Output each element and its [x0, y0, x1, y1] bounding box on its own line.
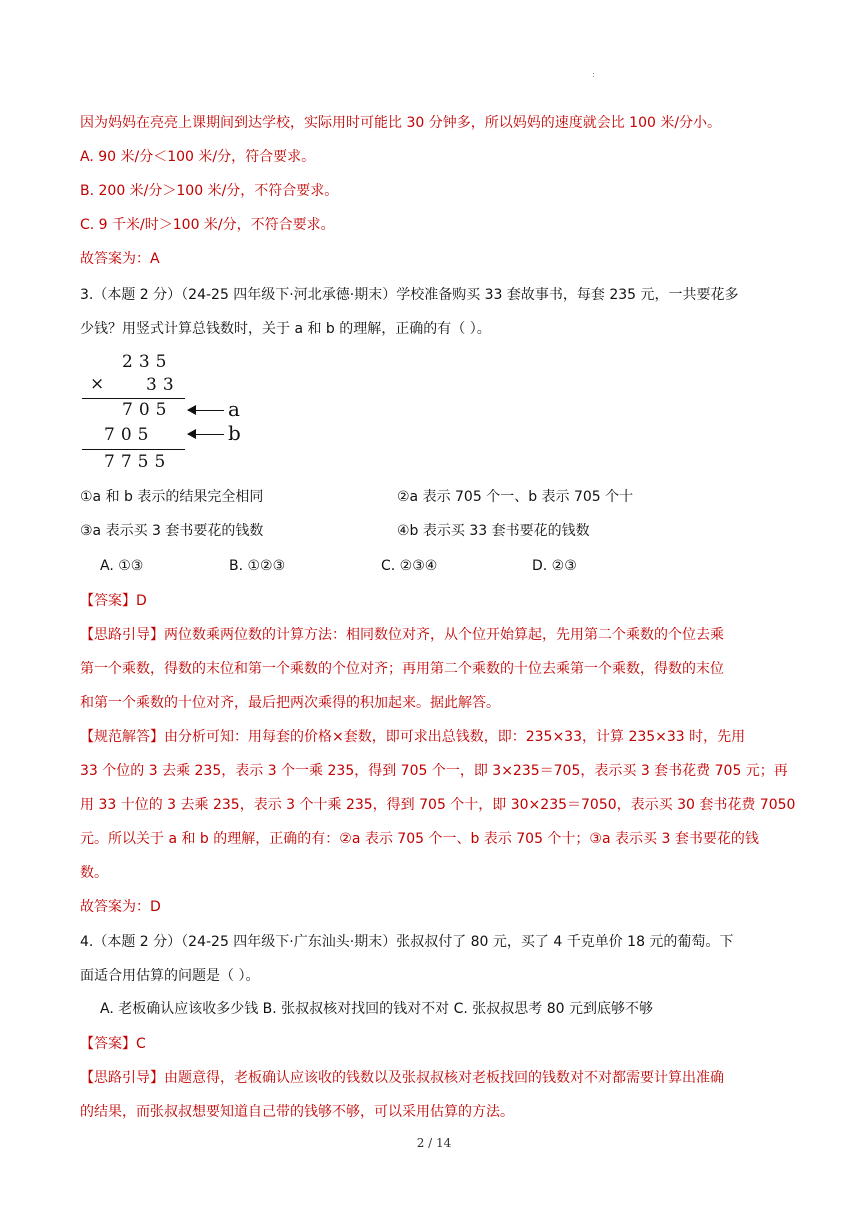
answer-tag: 【答案】 [80, 593, 136, 609]
partial-product-b: 705 [104, 425, 155, 445]
vertical-multiplication [82, 348, 282, 478]
q3-solution-line2: 33 个位的 3 去乘 235，表示 3 个一乘 235，得到 705 个一，即 3×235＝705，表示买 3 套书花费 705 元；再 [80, 763, 788, 779]
label-a: a [228, 397, 240, 421]
page-number: 2 / 14 [416, 1136, 452, 1150]
guide-tag: 【思路引导】 [80, 627, 164, 643]
rule-1 [82, 398, 185, 399]
q3-stem-line1: 3.（本题 2 分）（24-25 四年级下·河北承德·期末）学校准备购买 33 套故事书，每套 235 元，一共要花多 [80, 287, 739, 303]
q4-guide-line2: 的结果，而张叔叔想要知道自己带的钱够不够，可以采用估算的方法。 [80, 1104, 514, 1120]
q3-guide-line3: 和第一个乘数的十位对齐，最后把两次乘得的积加起来。据此解答。 [80, 695, 500, 711]
guide-text: 由题意得，老板确认应该收的钱数以及张叔叔核对老板找回的钱数对不对都需要计算出准确 [164, 1070, 724, 1086]
answer-value: C [136, 1036, 146, 1052]
arrow-b-icon [188, 434, 224, 435]
guide-tag: 【思路引导】 [80, 1070, 164, 1086]
statement-2: ②a 表示 705 个一、b 表示 705 个十 [397, 489, 634, 505]
prev-option-c: C. 9 千米/时＞100 米/分，不符合要求。 [80, 217, 335, 233]
q3-option-a: A. ①③ [100, 558, 144, 574]
partial-product-a: 705 [122, 400, 173, 420]
q3-option-c: C. ②③④ [381, 558, 438, 574]
solution-tag: 【规范解答】 [80, 729, 164, 745]
answer-value: D [136, 593, 147, 609]
q4-stem-line2: 面适合用估算的问题是（ ）。 [80, 968, 260, 984]
statement-4: ④b 表示买 33 套书要花的钱数 [397, 523, 590, 539]
times-sign: × [90, 374, 105, 394]
prev-reason: 因为妈妈在亮亮上课期间到达学校，实际用时可能比 30 分钟多，所以妈妈的速度就会比 100 米/分小。 [80, 115, 722, 131]
q3-final-answer: 故答案为：D [80, 899, 161, 915]
answer-tag: 【答案】 [80, 1036, 136, 1052]
q3-option-d: D. ②③ [532, 558, 577, 574]
prev-final-answer: 故答案为：A [80, 251, 160, 267]
q4-options: A. 老板确认应该收多少钱 B. 张叔叔核对找回的钱对不对 C. 张叔叔思考 80 元到底够不够 [100, 1001, 654, 1017]
q3-solution-line3: 用 33 十位的 3 去乘 235，表示 3 个十乘 235，得到 705 个十，即 30×235＝7050，表示买 30 套书花费 7050 [80, 797, 796, 813]
label-b: b [228, 421, 241, 445]
q3-solution-line1 [80, 727, 745, 747]
header-mark: : [592, 70, 595, 79]
multiplicand: 235 [122, 352, 173, 372]
statement-1: ①a 和 b 表示的结果完全相同 [80, 489, 264, 505]
q4-guide-line1 [80, 1068, 724, 1088]
prev-option-a: A. 90 米/分＜100 米/分，符合要求。 [80, 149, 316, 165]
q3-guide-line2: 第一个乘数，得数的末位和第一个乘数的个位对齐；再用第二个乘数的十位去乘第一个乘数，得数的末位 [80, 661, 724, 677]
q3-option-b: B. ①②③ [229, 558, 286, 574]
q3-guide-line1 [80, 625, 724, 645]
q3-answer [80, 591, 147, 611]
solution-text: 由分析可知：用每套的价格×套数，即可求出总钱数，即：235×33，计算 235×33 时，先用 [164, 729, 746, 745]
guide-text: 两位数乘两位数的计算方法：相同数位对齐，从个位开始算起，先用第二个乘数的个位去乘 [164, 627, 724, 643]
arrow-a-icon [188, 410, 224, 411]
product-result: 7755 [104, 452, 172, 472]
q3-solution-line5: 数。 [80, 865, 108, 881]
q3-stem-line2: 少钱？用竖式计算总钱数时，关于 a 和 b 的理解，正确的有（ ）。 [80, 321, 491, 337]
statement-3: ③a 表示买 3 套书要花的钱数 [80, 523, 264, 539]
rule-2 [82, 449, 185, 450]
multiplier: 33 [146, 375, 180, 395]
q3-solution-line4: 元。所以关于 a 和 b 的理解，正确的有：②a 表示 705 个一、b 表示 705 个十；③a 表示买 3 套书要花的钱 [80, 831, 759, 847]
prev-option-b: B. 200 米/分＞100 米/分，不符合要求。 [80, 183, 339, 199]
q4-stem-line1: 4.（本题 2 分）（24-25 四年级下·广东汕头·期末）张叔叔付了 80 元，买了 4 千克单价 18 元的葡萄。下 [80, 934, 734, 950]
q4-answer [80, 1034, 146, 1054]
